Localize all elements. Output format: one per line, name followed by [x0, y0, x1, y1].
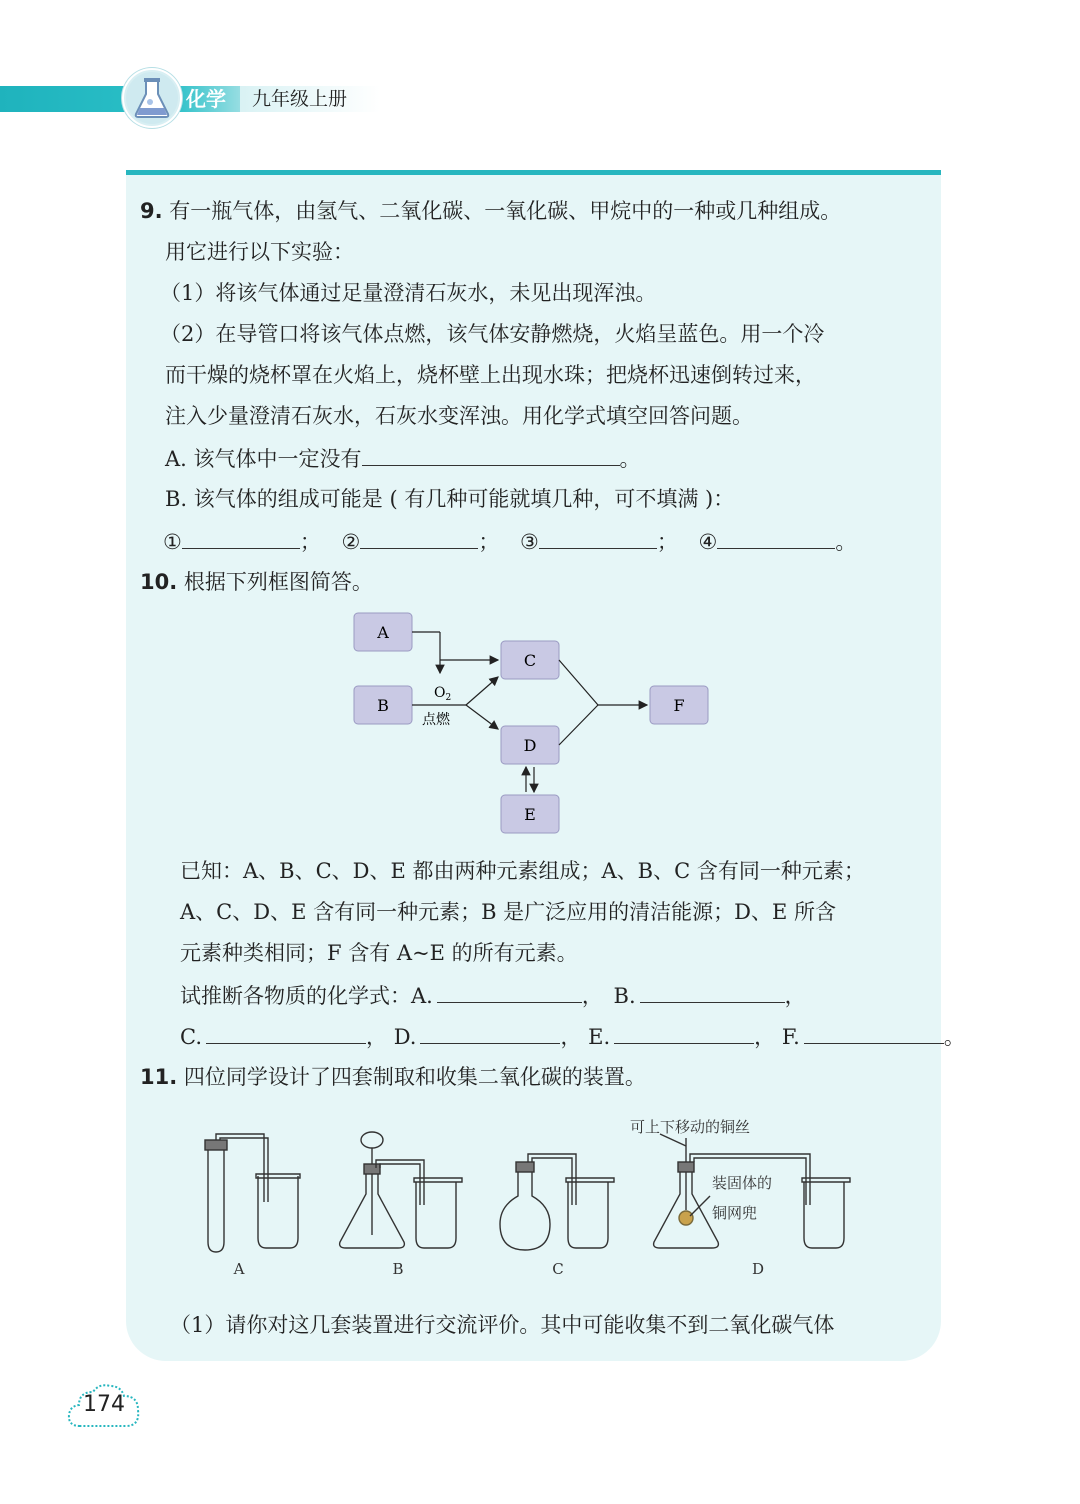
q9-blank-3[interactable] [539, 526, 657, 549]
q9-stem: 有一瓶气体，由氢气、二氧化碳、一氧化碳、甲烷中的一种或几种组成。 [169, 199, 842, 223]
q10-blank-a[interactable] [437, 980, 582, 1003]
apparatus-a [205, 1134, 300, 1252]
q11-line1: 11. 四位同学设计了四套制取和收集二氧化碳的装置。 [140, 1065, 646, 1089]
q10-known1: 已知：A、B、C、D、E 都由两种元素组成；A、B、C 含有同一种元素； [180, 859, 865, 883]
flask-logo-icon [122, 68, 182, 128]
q9-choices: ① ； ② ； ③ ； ④ 。 [163, 526, 856, 557]
q9-line2: 用它进行以下实验： [165, 240, 354, 264]
q10-known2: A、C、D、E 含有同一种元素；B 是广泛应用的清洁能源；D、E 所含 [180, 900, 837, 924]
node-d-label: D [523, 736, 537, 755]
q10-blank-e[interactable] [614, 1021, 754, 1044]
apparatus-c [500, 1154, 614, 1250]
q10-blank-b[interactable] [640, 980, 785, 1003]
node-c-label: C [523, 651, 537, 670]
q9-part-a: A. 该气体中一定没有 。 [165, 443, 641, 474]
node-e-label: E [524, 805, 536, 824]
page-number: 174 [83, 1392, 125, 1417]
label-c: C [552, 1260, 564, 1278]
q11-number: 11. [140, 1065, 178, 1089]
subject-title: 化学 [186, 87, 226, 111]
label-d: D [751, 1260, 765, 1278]
q9-step1: （1）将该气体通过足量澄清石灰水，未见出现浑浊。 [160, 281, 657, 305]
q10-blank-f[interactable] [804, 1021, 944, 1044]
q9-blank-1[interactable] [182, 526, 300, 549]
q11-apparatus-figure [190, 1110, 880, 1285]
node-f-label: F [673, 696, 685, 715]
grade-title: 九年级上册 [252, 88, 348, 110]
o2-label: $O_2$ [434, 685, 452, 703]
q11-sub1: （1）请你对这几套装置进行交流评价。其中可能收集不到二氧化碳气体 [170, 1313, 835, 1337]
label-copper-wire: 可上下移动的铜丝 [630, 1118, 751, 1136]
label-mesh-bag-2: 铜网兜 [712, 1204, 758, 1222]
q9-number: 9. [140, 199, 163, 223]
q9-step2c: 注入少量澄清石灰水，石灰水变浑浊。用化学式填空回答问题。 [165, 404, 753, 428]
ignite-label: 点燃 [422, 712, 450, 728]
q10-infer-line1: 试推断各物质的化学式：A. ， B. ， [180, 980, 806, 1011]
label-a: A [233, 1260, 245, 1278]
q9-blank-2[interactable] [360, 526, 478, 549]
q10-blank-d[interactable] [420, 1021, 560, 1044]
q10-blank-c[interactable] [206, 1021, 366, 1044]
node-a-label: A [377, 623, 389, 642]
q9-step2b: 而干燥的烧杯罩在火焰上，烧杯壁上出现水珠；把烧杯迅速倒转过来， [165, 363, 816, 387]
q10-flow-diagram [340, 605, 730, 845]
label-b: B [392, 1260, 404, 1278]
q9-blank-a[interactable] [362, 443, 620, 466]
q9-step2a: （2）在导管口将该气体点燃，该气体安静燃烧，火焰呈蓝色。用一个冷 [160, 322, 825, 346]
node-b-label: B [377, 696, 389, 715]
q10-known3: 元素种类相同；F 含有 A~E 的所有元素。 [180, 941, 578, 965]
apparatus-b [340, 1132, 462, 1248]
q9-line1 [140, 196, 841, 226]
label-mesh-bag-1: 装固体的 [712, 1174, 773, 1192]
q10-number: 10. [140, 570, 178, 594]
q9-part-b: B. 该气体的组成可能是 ( 有几种可能就填几种，可不填满 )： [165, 487, 735, 511]
q10-infer-line2: C. ， D. ， E. ， F. 。 [180, 1021, 965, 1052]
q9-blank-4[interactable] [717, 526, 835, 549]
q10-line1: 10. 根据下列框图简答。 [140, 570, 373, 594]
